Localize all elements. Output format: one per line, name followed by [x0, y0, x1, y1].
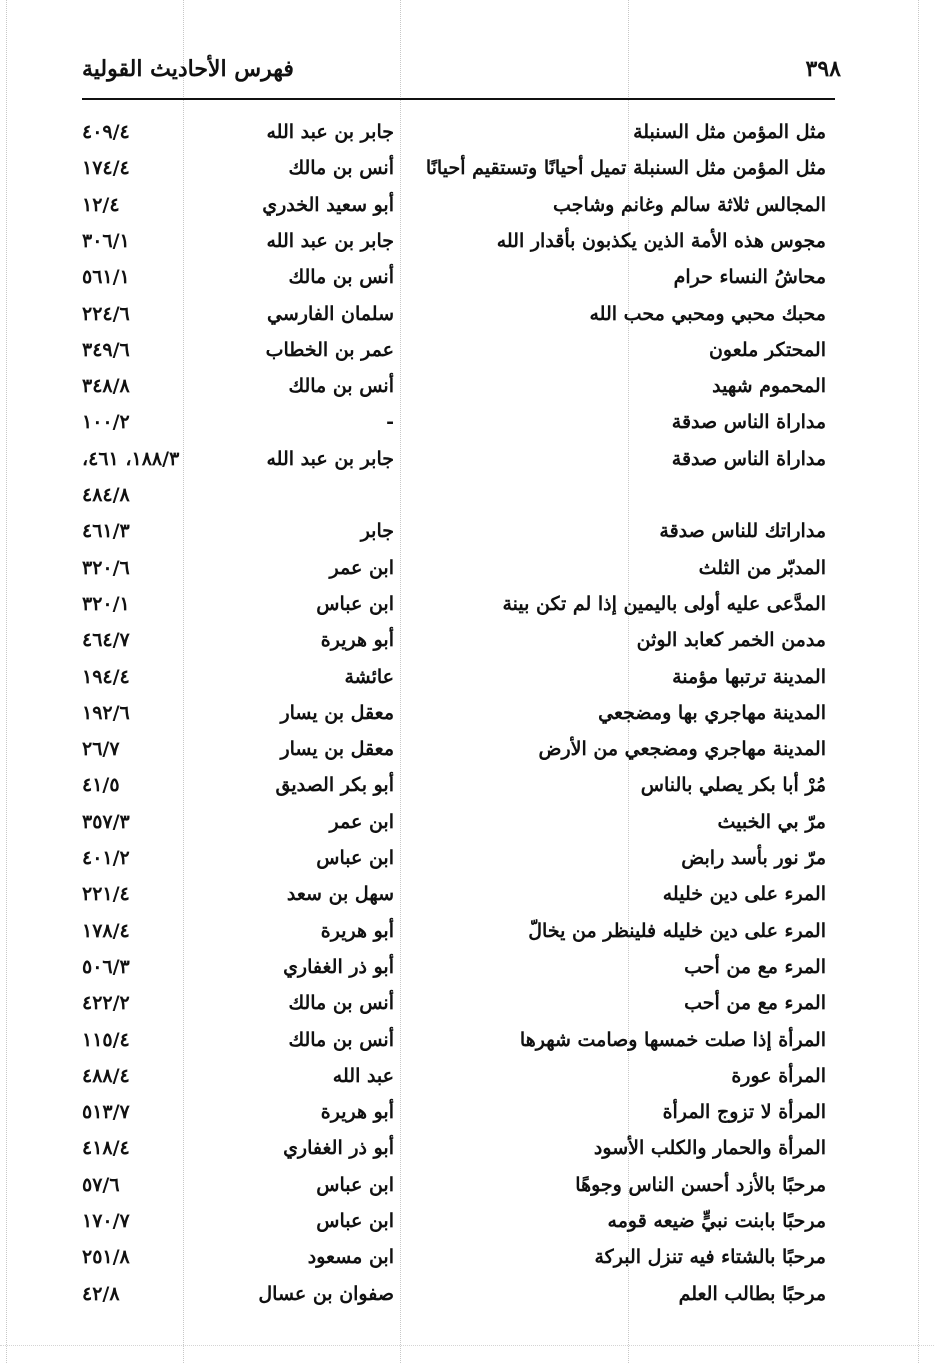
index-entry-row [0, 332, 934, 368]
narrator-name: أبو ذر الغفاري [283, 955, 394, 978]
index-entry-row [0, 767, 934, 803]
narrator-name: عمر بن الخطاب [265, 338, 394, 361]
index-entry-row [0, 622, 934, 658]
hadith-text: مرحبًا بالأزد أحسن الناس وجوهًا [575, 1173, 826, 1196]
index-entry-row [0, 150, 934, 186]
index-entry-row [0, 441, 934, 477]
hadith-text: مدمن الخمر كعابد الوثن [636, 629, 826, 652]
index-entry-row [0, 840, 934, 876]
index-entry-row [0, 1058, 934, 1094]
volume-page-reference: ٤١/٥ [82, 774, 120, 797]
narrator-name: أبو هريرة [320, 629, 394, 652]
index-entry-row [0, 477, 934, 513]
index-entry-row [0, 731, 934, 767]
hadith-text: المدينة ترتبها مؤمنة [672, 665, 826, 688]
narrator-name: أبو هريرة [320, 1101, 394, 1124]
narrator-name: سهل بن سعد [286, 883, 394, 906]
volume-page-reference: ٤٢/٨ [82, 1282, 120, 1305]
hadith-text: المرء مع من أحب [684, 955, 826, 978]
narrator-name: ابن عباس [316, 847, 394, 869]
narrator-name: أبو هريرة [320, 919, 394, 942]
narrator-name: أنس بن مالك [288, 266, 394, 289]
hadith-text: المرأة عورة [731, 1064, 826, 1087]
volume-page-reference: ١٢/٤ [82, 193, 120, 216]
index-entry-row [0, 114, 934, 150]
volume-page-reference: ٤٠٩/٤ [82, 121, 130, 143]
index-entry-row [0, 1167, 934, 1203]
narrator-name: جابر بن عبد الله [266, 229, 394, 252]
volume-page-reference: ١٨٨/٣، ٤٦١، [82, 447, 180, 470]
hadith-text: المرأة إذا صلت خمسها وصامت شهرها [519, 1028, 826, 1051]
index-entry-row [0, 368, 934, 404]
volume-page-reference: ٤٠١/٢ [82, 847, 130, 869]
narrator-name: معقل بن يسار [280, 738, 394, 761]
narrator-name: عبد الله [332, 1064, 394, 1087]
volume-page-reference: ٣٢٠/١ [82, 592, 130, 615]
index-entry-row [0, 695, 934, 731]
index-entry-row [0, 586, 934, 622]
index-entry-row [0, 1276, 934, 1312]
index-entry-row [0, 1094, 934, 1130]
volume-page-reference: ٢٦/٧ [82, 738, 120, 761]
hadith-text: المدَّعى عليه أولى باليمين إذا لم تكن بينة [502, 592, 826, 615]
volume-page-reference: ١٩٤/٤ [82, 665, 130, 688]
volume-page-reference: ٥٧/٦ [82, 1173, 120, 1196]
narrator-name: ابن عمر [329, 810, 394, 833]
narrator-name: ابن عمر [329, 556, 394, 579]
narrator-name: ابن عباس [316, 1173, 394, 1196]
narrator-name: ابن مسعود [307, 1246, 394, 1269]
narrator-name: صفوان بن عسال [258, 1282, 394, 1305]
volume-page-reference: ١٧٠/٧ [82, 1210, 130, 1232]
volume-page-reference: ٤٦١/٣ [82, 520, 130, 543]
hadith-text: مجوس هذه الأمة الذين يكذبون بأقدار الله [496, 229, 826, 252]
index-entry-row [0, 1022, 934, 1058]
hadith-text: مرّ نور بأسد رابض [681, 847, 826, 869]
hadith-text: المرء على دين خليله فلينظر من يخالّ [528, 919, 826, 942]
volume-page-reference: ٤٦٤/٧ [82, 629, 130, 652]
narrator-name: - [386, 411, 394, 434]
header-rule [82, 98, 835, 100]
narrator-name: أنس بن مالك [288, 157, 394, 180]
volume-page-reference: ١١٥/٤ [82, 1028, 130, 1051]
hadith-text: المدينة مهاجري بها ومضجعي [598, 701, 826, 724]
hadith-text: مثل المؤمن مثل السنبلة [633, 121, 826, 143]
hadith-text: المدبّر من الثلث [698, 556, 826, 579]
hadith-text: مرّ بي الخبيث [717, 810, 826, 833]
volume-page-reference: ٥٠٦/٣ [82, 955, 130, 978]
volume-page-reference: ٢٥١/٨ [82, 1246, 130, 1269]
narrator-name: ابن عباس [316, 592, 394, 615]
hadith-text: مرحبًا بابنت نبيٍّ ضيعه قومه [607, 1210, 826, 1232]
narrator-name: أنس بن مالك [288, 992, 394, 1015]
volume-page-reference: ١٠٠/٢ [82, 411, 130, 434]
hadith-text: مرحبًا بطالب العلم [678, 1282, 826, 1305]
hadith-text: المدينة مهاجري ومضجعي من الأرض [538, 738, 826, 761]
index-entry-row [0, 404, 934, 440]
index-entry-row [0, 949, 934, 985]
page-number: ٣٩٨ [805, 56, 841, 82]
volume-page-reference: ١٧٨/٤ [82, 919, 130, 942]
hadith-text: مداراة الناس صدقة [671, 447, 826, 470]
index-entry-row [0, 513, 934, 549]
narrator-name: معقل بن يسار [280, 701, 394, 724]
volume-page-reference: ٣٤٨/٨ [82, 375, 130, 398]
scan-grid-line [0, 1345, 934, 1346]
hadith-text: المرء مع من أحب [684, 992, 826, 1015]
index-entry-row [0, 913, 934, 949]
volume-page-reference: ٤٨٨/٤ [82, 1064, 130, 1087]
hadith-text: مثل المؤمن مثل السنبلة تميل أحيانًا وتستقيم أحيانًا [425, 157, 826, 180]
narrator-name: ابن عباس [316, 1210, 394, 1232]
hadith-text: محبك محبي ومحبي محب الله [589, 302, 826, 325]
index-entry-row [0, 223, 934, 259]
reference-continuation: ٤٨٤/٨ [82, 484, 130, 506]
index-entry-row [0, 1130, 934, 1166]
narrator-name: عائشة [344, 665, 394, 688]
hadith-text: المجالس ثلاثة سالم وغانم وشاجب [553, 193, 826, 216]
hadith-text: المحتكر ملعون [708, 338, 826, 361]
hadith-text: مرحبًا بالشتاء فيه تنزل البركة [594, 1246, 826, 1269]
narrator-name: أنس بن مالك [288, 375, 394, 398]
narrator-name: أبو سعيد الخدري [262, 193, 394, 216]
index-entry-row [0, 1203, 934, 1239]
volume-page-reference: ١٧٤/٤ [82, 157, 130, 180]
index-entry-row [0, 876, 934, 912]
volume-page-reference: ٥١٣/٧ [82, 1101, 130, 1124]
volume-page-reference: ١٩٢/٦ [82, 701, 130, 724]
hadith-text: مداراة الناس صدقة [671, 411, 826, 434]
narrator-name: أنس بن مالك [288, 1028, 394, 1051]
volume-page-reference: ٣٢٠/٦ [82, 556, 130, 579]
index-entry-row [0, 1239, 934, 1275]
volume-page-reference: ٣٥٧/٣ [82, 810, 130, 833]
index-entry-row [0, 550, 934, 586]
narrator-name: جابر بن عبد الله [266, 121, 394, 143]
volume-page-reference: ٤١٨/٤ [82, 1137, 130, 1160]
volume-page-reference: ٥٦١/١ [82, 266, 130, 289]
hadith-text: المرأة والحمار والكلب الأسود [593, 1137, 826, 1160]
hadith-text: المرء على دين خليله [662, 883, 826, 906]
volume-page-reference: ٣٠٦/١ [82, 229, 130, 252]
index-entry-row [0, 296, 934, 332]
hadith-text: المرأة لا تزوج المرأة [662, 1101, 826, 1124]
narrator-name: سلمان الفارسي [267, 302, 394, 325]
index-entry-row [0, 659, 934, 695]
narrator-name: جابر بن عبد الله [266, 447, 394, 470]
narrator-name: أبو بكر الصديق [275, 774, 394, 797]
page-title: فهرس الأحاديث القولية [82, 56, 294, 82]
hadith-text: محاشُ النساء حرام [673, 266, 826, 289]
index-entry-row [0, 187, 934, 223]
index-entry-row [0, 259, 934, 295]
narrator-name: جابر [360, 520, 394, 543]
index-entry-row [0, 985, 934, 1021]
hadith-text: مداراتك للناس صدقة [659, 520, 826, 543]
volume-page-reference: ٣٤٩/٦ [82, 338, 130, 361]
index-entry-row [0, 804, 934, 840]
volume-page-reference: ٢٢١/٤ [82, 883, 130, 906]
volume-page-reference: ٢٢٤/٦ [82, 302, 130, 325]
narrator-name: أبو ذر الغفاري [283, 1137, 394, 1160]
hadith-text: المحموم شهيد [712, 375, 826, 398]
hadith-text: مُرْ أبا بكر يصلي بالناس [640, 774, 826, 797]
volume-page-reference: ٤٢٢/٢ [82, 992, 130, 1015]
